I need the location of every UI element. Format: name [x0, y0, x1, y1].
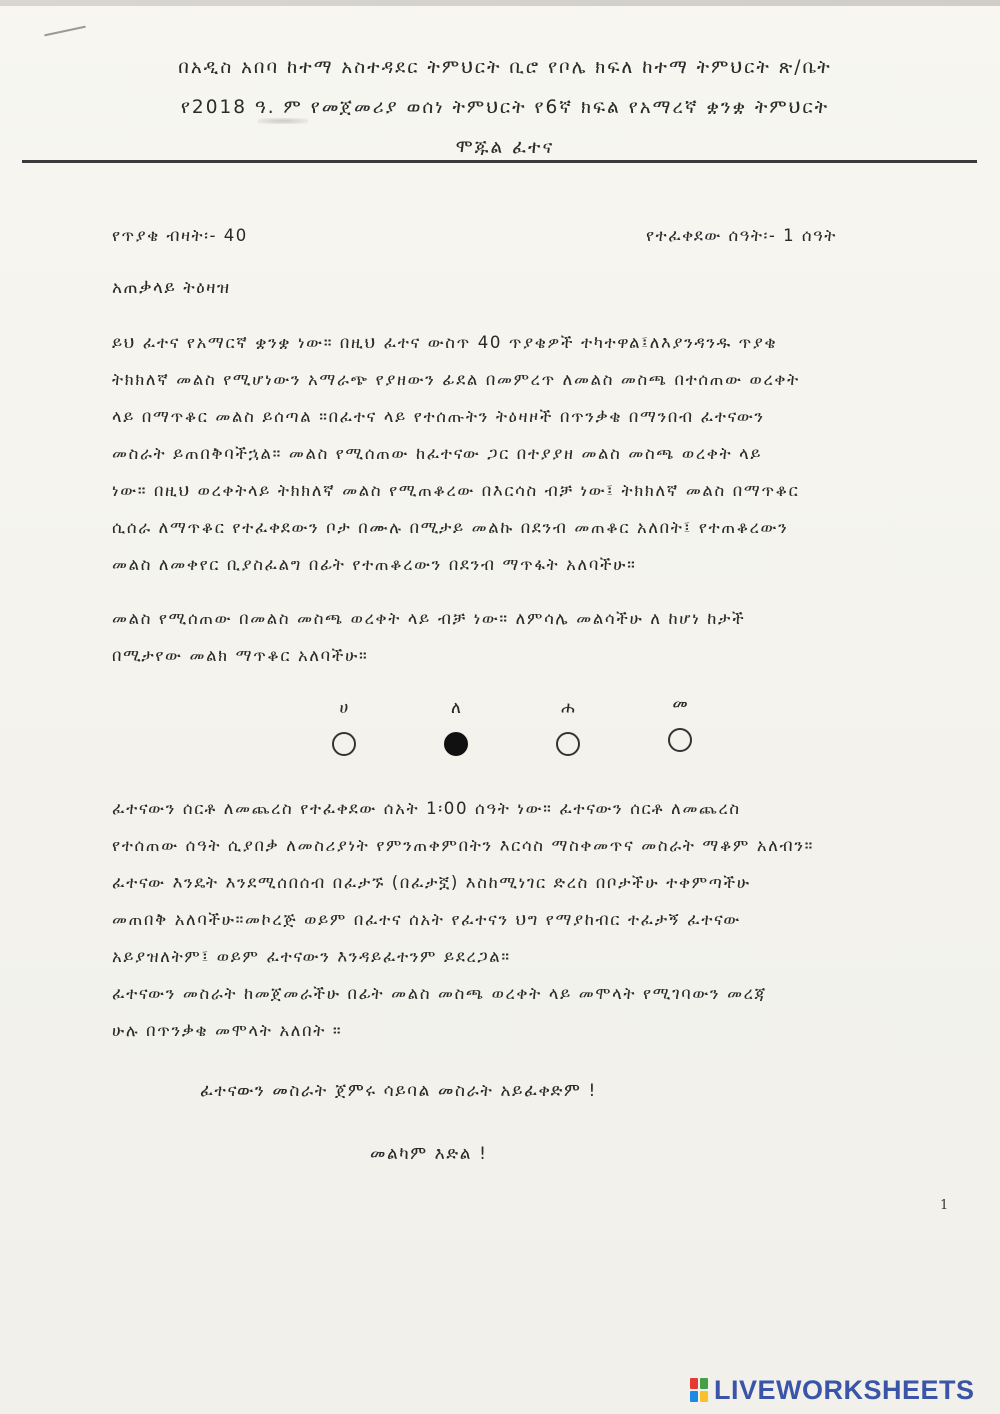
header-line-office: በአዲስ አበባ ከተማ አስተዳደር ትምህርት ቢሮ የቦሌ ክፍለ ከተማ ትምህርት ጽ/ቤት — [178, 57, 832, 78]
empty-bubble-icon[interactable] — [668, 728, 692, 752]
option-letter: መ — [672, 694, 688, 714]
paragraph-line: መልስ ለመቀየር ቢያስፈልግ በፊት የተጠቆረውን በደንብ ማጥፋት አለባችሁ። — [112, 555, 637, 574]
paragraph-line: የተሰጠው ሰዓት ሲያበቃ ለመስሪያነት የምንጠቀምበትን እርሳስ ማስቀመጥና መስራት ማቆም አለብን። — [112, 836, 814, 855]
paragraph-line: መልስ የሚሰጠው በመልስ መስጫ ወረቀት ላይ ብቻ ነው። ለምሳሌ መልሳችሁ ለ ከሆነ ከታች — [112, 609, 746, 628]
instructions-paragraph-1 — [112, 324, 942, 583]
header-line-title: ሞጁል ፈተና — [455, 137, 555, 158]
paragraph-line: ፈተናው እንዴት እንደሚሰበሰብ በፈታኙ (በፈታኟ) እስከሚነገር ድረስ በቦታችሁ ተቀምጣችሁ — [112, 873, 751, 892]
option-letter: ለ — [451, 698, 461, 718]
question-count: የጥያቄ ብዛት፡- 40 — [112, 226, 248, 245]
paragraph-line: ፈተናውን መስራት ከመጀመራችሁ በፊት መልስ መስጫ ወረቀት ላይ መሞላት የሚገባውን መረጃ — [112, 984, 768, 1003]
paragraph-line: መስራት ይጠበቅባችኋል። መልስ የሚሰጠው ከፈተናው ጋር በተያያዘ መልስ መስጫ ወረቀት ላይ — [112, 444, 763, 463]
paragraph-line: በሚታየው መልክ ማጥቆር አለባችሁ። — [112, 646, 369, 665]
paragraph-line: ሲሰራ ለማጥቆር የተፈቀደውን ቦታ በሙሉ በሚታይ መልኩ በደንብ መጠቆር አለበት፤ የተጠቆረውን — [112, 518, 789, 537]
watermark-text: LIVEWORKSHEETS — [714, 1374, 975, 1405]
option-c[interactable] — [548, 694, 588, 756]
liveworksheets-logo-icon — [690, 1378, 708, 1402]
header-divider — [22, 160, 977, 163]
page-number: 1 — [940, 1198, 949, 1213]
instructions-title: አጠቃላይ ትዕዛዝ — [112, 278, 231, 298]
instructions-paragraph-2 — [112, 600, 942, 674]
empty-bubble-icon[interactable] — [332, 732, 356, 756]
page-top-edge — [0, 0, 1000, 6]
paragraph-line: ሁሉ በጥንቃቄ መሞላት አለበት ። — [112, 1021, 343, 1040]
paragraph-line: አይያዝለትም፤ ወይም ፈተናውን እንዳይፈተንም ይደረጋል። — [112, 947, 511, 966]
pen-mark — [44, 26, 85, 37]
option-b[interactable] — [436, 694, 476, 756]
option-letter: ሀ — [339, 698, 349, 718]
paragraph-line: ይህ ፈተና የአማርኛ ቋንቋ ነው። በዚህ ፈተና ውስጥ 40 ጥያቄዎች ተካተዋል፤ለእያንዳንዱ ጥያቄ — [112, 333, 778, 352]
header-line-subject: የ2018 ዓ. ም የመጀመሪያ ወሰነ ትምህርት የ6ኛ ክፍል የአማረኛ ቋንቋ ትምህርት — [180, 97, 830, 118]
paragraph-line: ነው። በዚህ ወረቀትላይ ትክክለኛ መልስ የሚጠቆረው በእርሳስ ብቻ ነው፤ ትክክለኛ መልስ በማጥቆር — [112, 481, 800, 500]
start-warning: ፈተናውን መስራት ጀምሩ ሳይባል መስራት አይፈቀድም ! — [200, 1081, 597, 1101]
paragraph-line: መጠበቅ አለባችሁ።መኮረጅ ወይም በፈተና ሰአት የፈተናን ህግ የማያከብር ተፈታኝ ፈተናው — [112, 910, 741, 929]
filled-bubble-icon[interactable] — [444, 732, 468, 756]
empty-bubble-icon[interactable] — [556, 732, 580, 756]
paragraph-line: ትክክለኛ መልስ የሚሆነውን አማራጭ የያዘውን ፊደል በመምረጥ ለመልስ መስጫ በተሰጠው ወረቀት — [112, 370, 800, 389]
liveworksheets-watermark[interactable] — [690, 1376, 975, 1404]
instructions-paragraph-3 — [112, 790, 942, 1049]
exam-header — [60, 48, 950, 168]
good-luck-message: መልካም እድል ! — [370, 1144, 488, 1164]
allotted-time: የተፈቀደው ሰዓት፡- 1 ሰዓት — [646, 226, 837, 245]
example-answer-bubbles — [300, 694, 740, 774]
paragraph-line: ፈተናውን ሰርቶ ለመጨረስ የተፈቀደው ሰአት 1፡00 ሰዓት ነው። ፈተናውን ሰርቶ ለመጨረስ — [112, 799, 741, 818]
option-letter: ሐ — [561, 698, 575, 718]
paragraph-line: ላይ በማጥቆር መልስ ይሰጣል ።በፈተና ላይ የተሰጡትን ትዕዛዞች በጥንቃቄ በማንበብ ፈተናውን — [112, 407, 765, 426]
option-d[interactable] — [660, 690, 700, 752]
option-a[interactable] — [324, 694, 364, 756]
